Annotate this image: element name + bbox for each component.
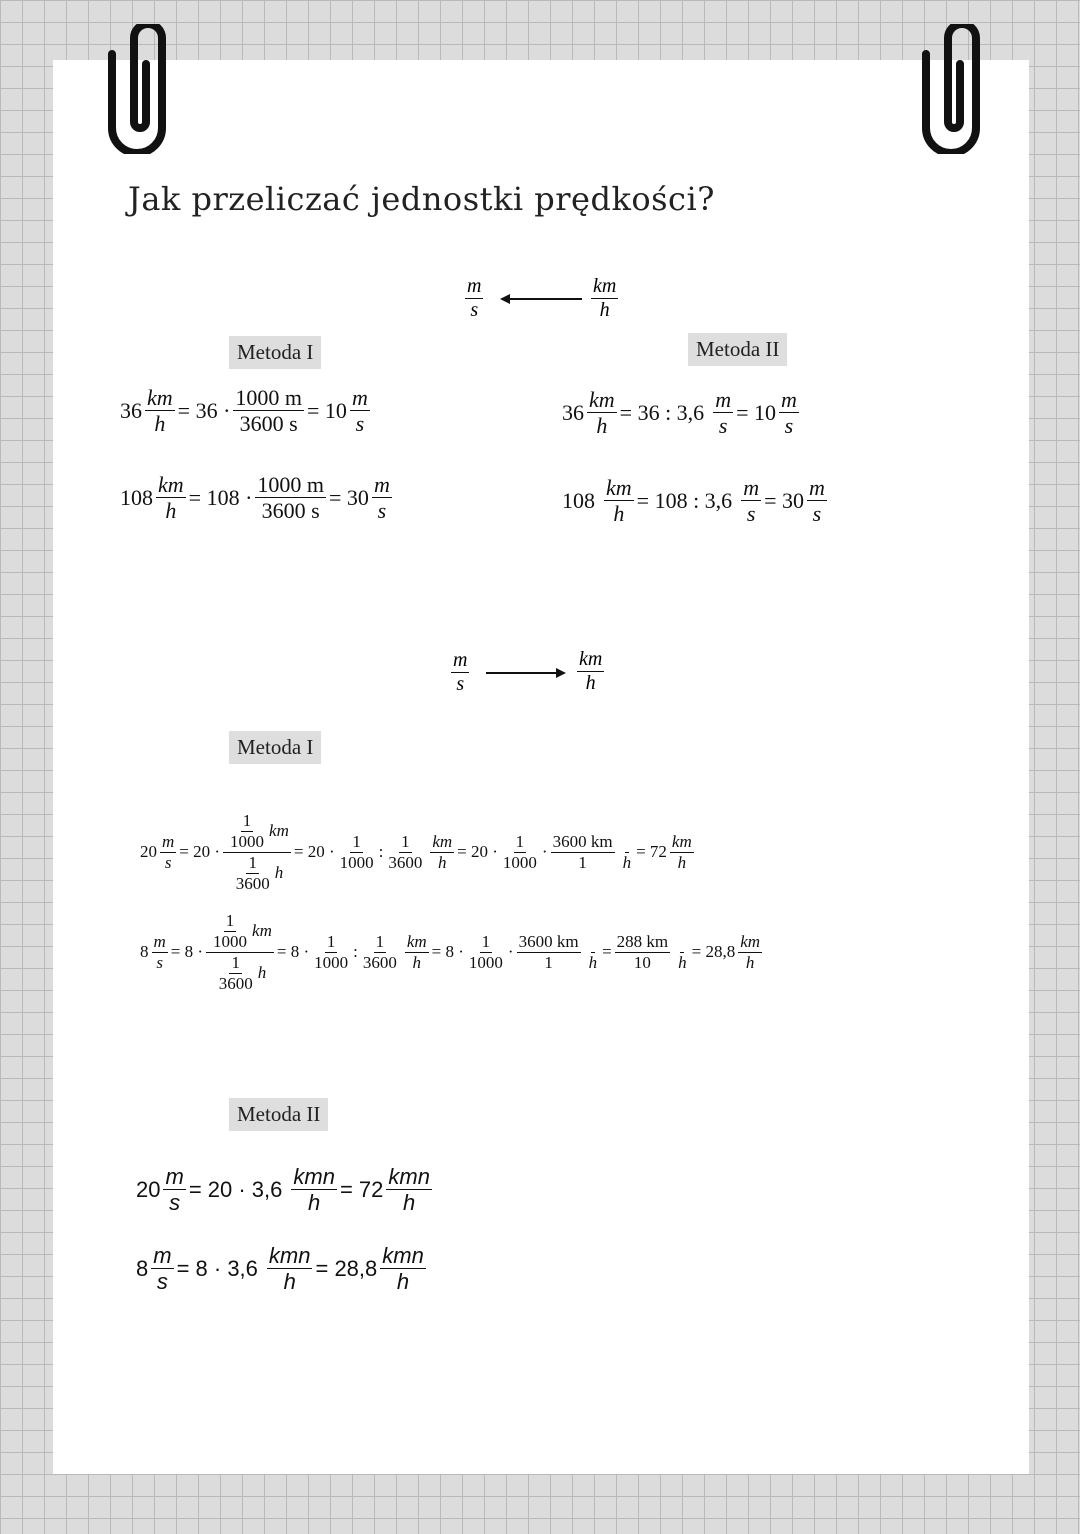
arrow-left-icon [500,292,584,306]
equation-s2-m1-8: 8 $\frac{m}{s}$ = 8 · 1 1000 km 1 3600 h = 8 · 1 1000 : 1 3600 $\frac{km}{h}$ = 8 · 1 1000 · 3600 km 1 h = $\frac{288 km}{10}$ h = 28,8 km h [140,911,761,993]
equation-m1-36: 36 $\frac{km}{h}$ = 36 · $\frac{1000 m}{3600 s}$ = 10 m s [120,385,368,437]
equation-m1-108: 108 $\frac{km}{h}$ = 108 · $\frac{1000 m}{3600 s}$ = 30 m s [120,472,390,524]
paperclip-icon [918,24,984,154]
page-title: Jak przeliczać jednostki prędkości? [128,180,715,218]
method-2-label: Metoda II [688,333,787,366]
method-2-label: Metoda II [229,1098,328,1131]
unit-fraction-kmh: $\frac{km}{h}$ [579,648,603,694]
arrow-right-icon [486,666,566,680]
unit-fraction-ms: $\frac{m}{s}$ [453,649,468,695]
equation-s2-m2-20: 20 $\frac{m}{s}$ = 20 · 3,6 kmn h = 72 kmn h [136,1164,430,1216]
equation-s2-m1-20: 20 $\frac{m}{s}$ = 20 · 1 1000 km 1 3600 h = 20 · 1 1000 : 1 3600 $\frac{km}{h}$ = 20 · 1 1000 · 3600 km 1 h = 72 km h [140,811,692,893]
method-1-label: Metoda I [229,336,321,369]
equation-m2-108: 108 $\frac{km}{h}$ = 108 : 3,6 $\frac{m}{s}$ = 30 m s [562,475,825,527]
unit-fraction-kmh: $\frac{km}{h}$ [593,275,617,321]
equation-m2-36: 36 $\frac{km}{h}$ = 36 : 3,6 $\frac{m}{s}$ = 10 m s [562,387,797,439]
equation-s2-m2-8: 8 $\frac{m}{s}$ = 8 · 3,6 kmn h = 28,8 kmn h [136,1243,424,1295]
method-1-label: Metoda I [229,731,321,764]
unit-fraction-ms: $\frac{m}{s}$ [467,275,482,321]
paperclip-icon [104,24,170,154]
